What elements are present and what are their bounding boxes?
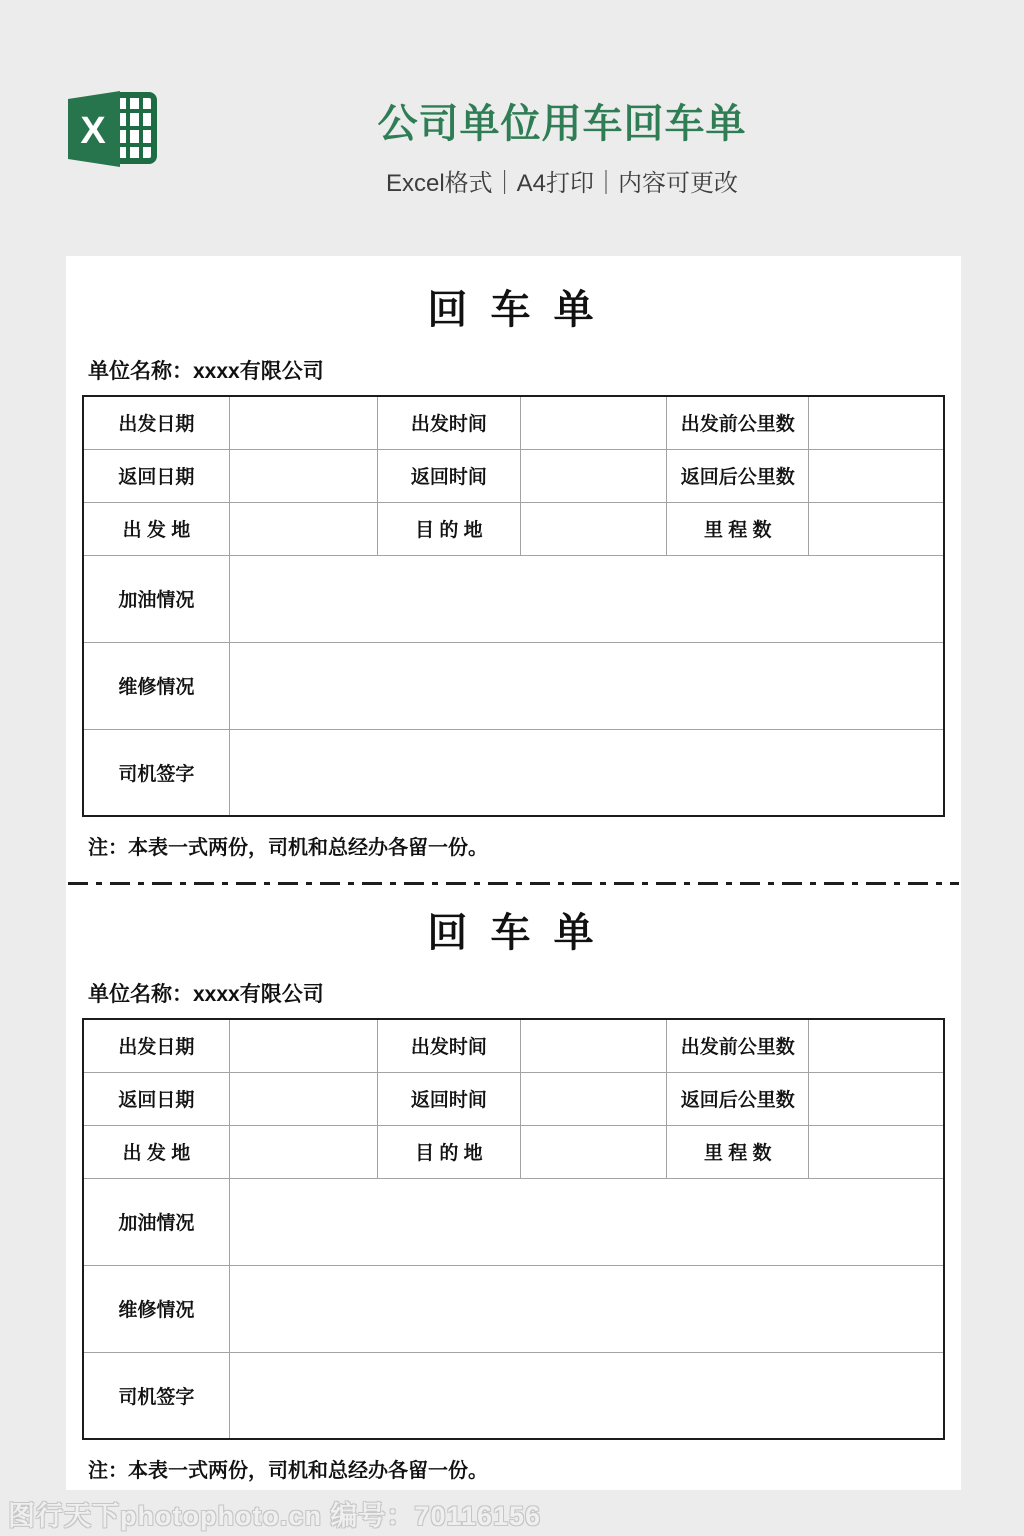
return-form-table — [82, 1018, 945, 1440]
table-row — [83, 449, 944, 502]
destination-label: 目 的 地 — [377, 1125, 520, 1178]
table-row — [83, 396, 944, 449]
form-title: 回 车 单 — [427, 911, 600, 955]
departure-date-value — [229, 396, 377, 449]
destination-label: 目 的 地 — [377, 502, 520, 555]
departure-date-value — [229, 1019, 377, 1072]
form-copy-1 — [66, 256, 961, 860]
driver-signature-label: 司机签字 — [83, 1352, 229, 1439]
return-time-label: 返回时间 — [377, 449, 520, 502]
table-row — [83, 1352, 944, 1439]
table-row — [83, 1178, 944, 1265]
pre-departure-mileage-label: 出发前公里数 — [667, 396, 809, 449]
return-time-value — [520, 1072, 666, 1125]
post-return-mileage-value — [809, 1072, 944, 1125]
company-name-line: 单位名称：xxxx有限公司 — [88, 983, 324, 1006]
maintenance-value — [229, 642, 944, 729]
page-subtitle: Excel格式｜A4打印｜内容可更改 — [385, 170, 739, 197]
departure-date-label: 出发日期 — [83, 396, 229, 449]
departure-time-value — [520, 1019, 666, 1072]
table-row — [83, 1019, 944, 1072]
svg-text:X: X — [80, 110, 106, 152]
table-row — [83, 1125, 944, 1178]
return-date-value — [229, 449, 377, 502]
form-title: 回 车 单 — [427, 288, 600, 332]
origin-value — [229, 502, 377, 555]
refueling-label: 加油情况 — [83, 1178, 229, 1265]
trip-mileage-label: 里 程 数 — [667, 502, 809, 555]
driver-signature-value — [229, 729, 944, 816]
pre-departure-mileage-value — [809, 396, 944, 449]
watermark-text: 图行天下photophoto.cn 编号：70116156 — [8, 1501, 542, 1531]
form-note: 注：本表一式两份，司机和总经办各留一份。 — [88, 837, 488, 859]
trip-mileage-label: 里 程 数 — [667, 1125, 809, 1178]
pre-departure-mileage-value — [809, 1019, 944, 1072]
company-name-line: 单位名称：xxxx有限公司 — [88, 360, 324, 383]
return-date-value — [229, 1072, 377, 1125]
table-row — [83, 502, 944, 555]
return-time-value — [520, 449, 666, 502]
departure-date-label: 出发日期 — [83, 1019, 229, 1072]
trip-mileage-value — [809, 1125, 944, 1178]
return-date-label: 返回日期 — [83, 449, 229, 502]
return-time-label: 返回时间 — [377, 1072, 520, 1125]
document-card — [66, 256, 961, 1490]
driver-signature-value — [229, 1352, 944, 1439]
departure-time-value — [520, 396, 666, 449]
origin-value — [229, 1125, 377, 1178]
post-return-mileage-label: 返回后公里数 — [667, 1072, 809, 1125]
origin-label: 出 发 地 — [83, 1125, 229, 1178]
maintenance-label: 维修情况 — [83, 1265, 229, 1352]
refueling-value — [229, 555, 944, 642]
form-note: 注：本表一式两份，司机和总经办各留一份。 — [88, 1460, 488, 1482]
table-row — [83, 642, 944, 729]
trip-mileage-value — [809, 502, 944, 555]
origin-label: 出 发 地 — [83, 502, 229, 555]
departure-time-label: 出发时间 — [377, 1019, 520, 1072]
table-row — [83, 729, 944, 816]
page-title: 公司单位用车回车单 — [377, 102, 747, 146]
return-date-label: 返回日期 — [83, 1072, 229, 1125]
refueling-label: 加油情况 — [83, 555, 229, 642]
post-return-mileage-label: 返回后公里数 — [667, 449, 809, 502]
destination-value — [520, 1125, 666, 1178]
page-header — [100, 92, 1024, 198]
departure-time-label: 出发时间 — [377, 396, 520, 449]
table-row — [83, 1072, 944, 1125]
refueling-value — [229, 1178, 944, 1265]
table-row — [83, 555, 944, 642]
post-return-mileage-value — [809, 449, 944, 502]
table-row — [83, 1265, 944, 1352]
form-copy-2 — [66, 885, 961, 1483]
return-form-table — [82, 395, 945, 817]
destination-value — [520, 502, 666, 555]
pre-departure-mileage-label: 出发前公里数 — [667, 1019, 809, 1072]
driver-signature-label: 司机签字 — [83, 729, 229, 816]
maintenance-label: 维修情况 — [83, 642, 229, 729]
maintenance-value — [229, 1265, 944, 1352]
watermark-footer — [8, 1494, 541, 1533]
